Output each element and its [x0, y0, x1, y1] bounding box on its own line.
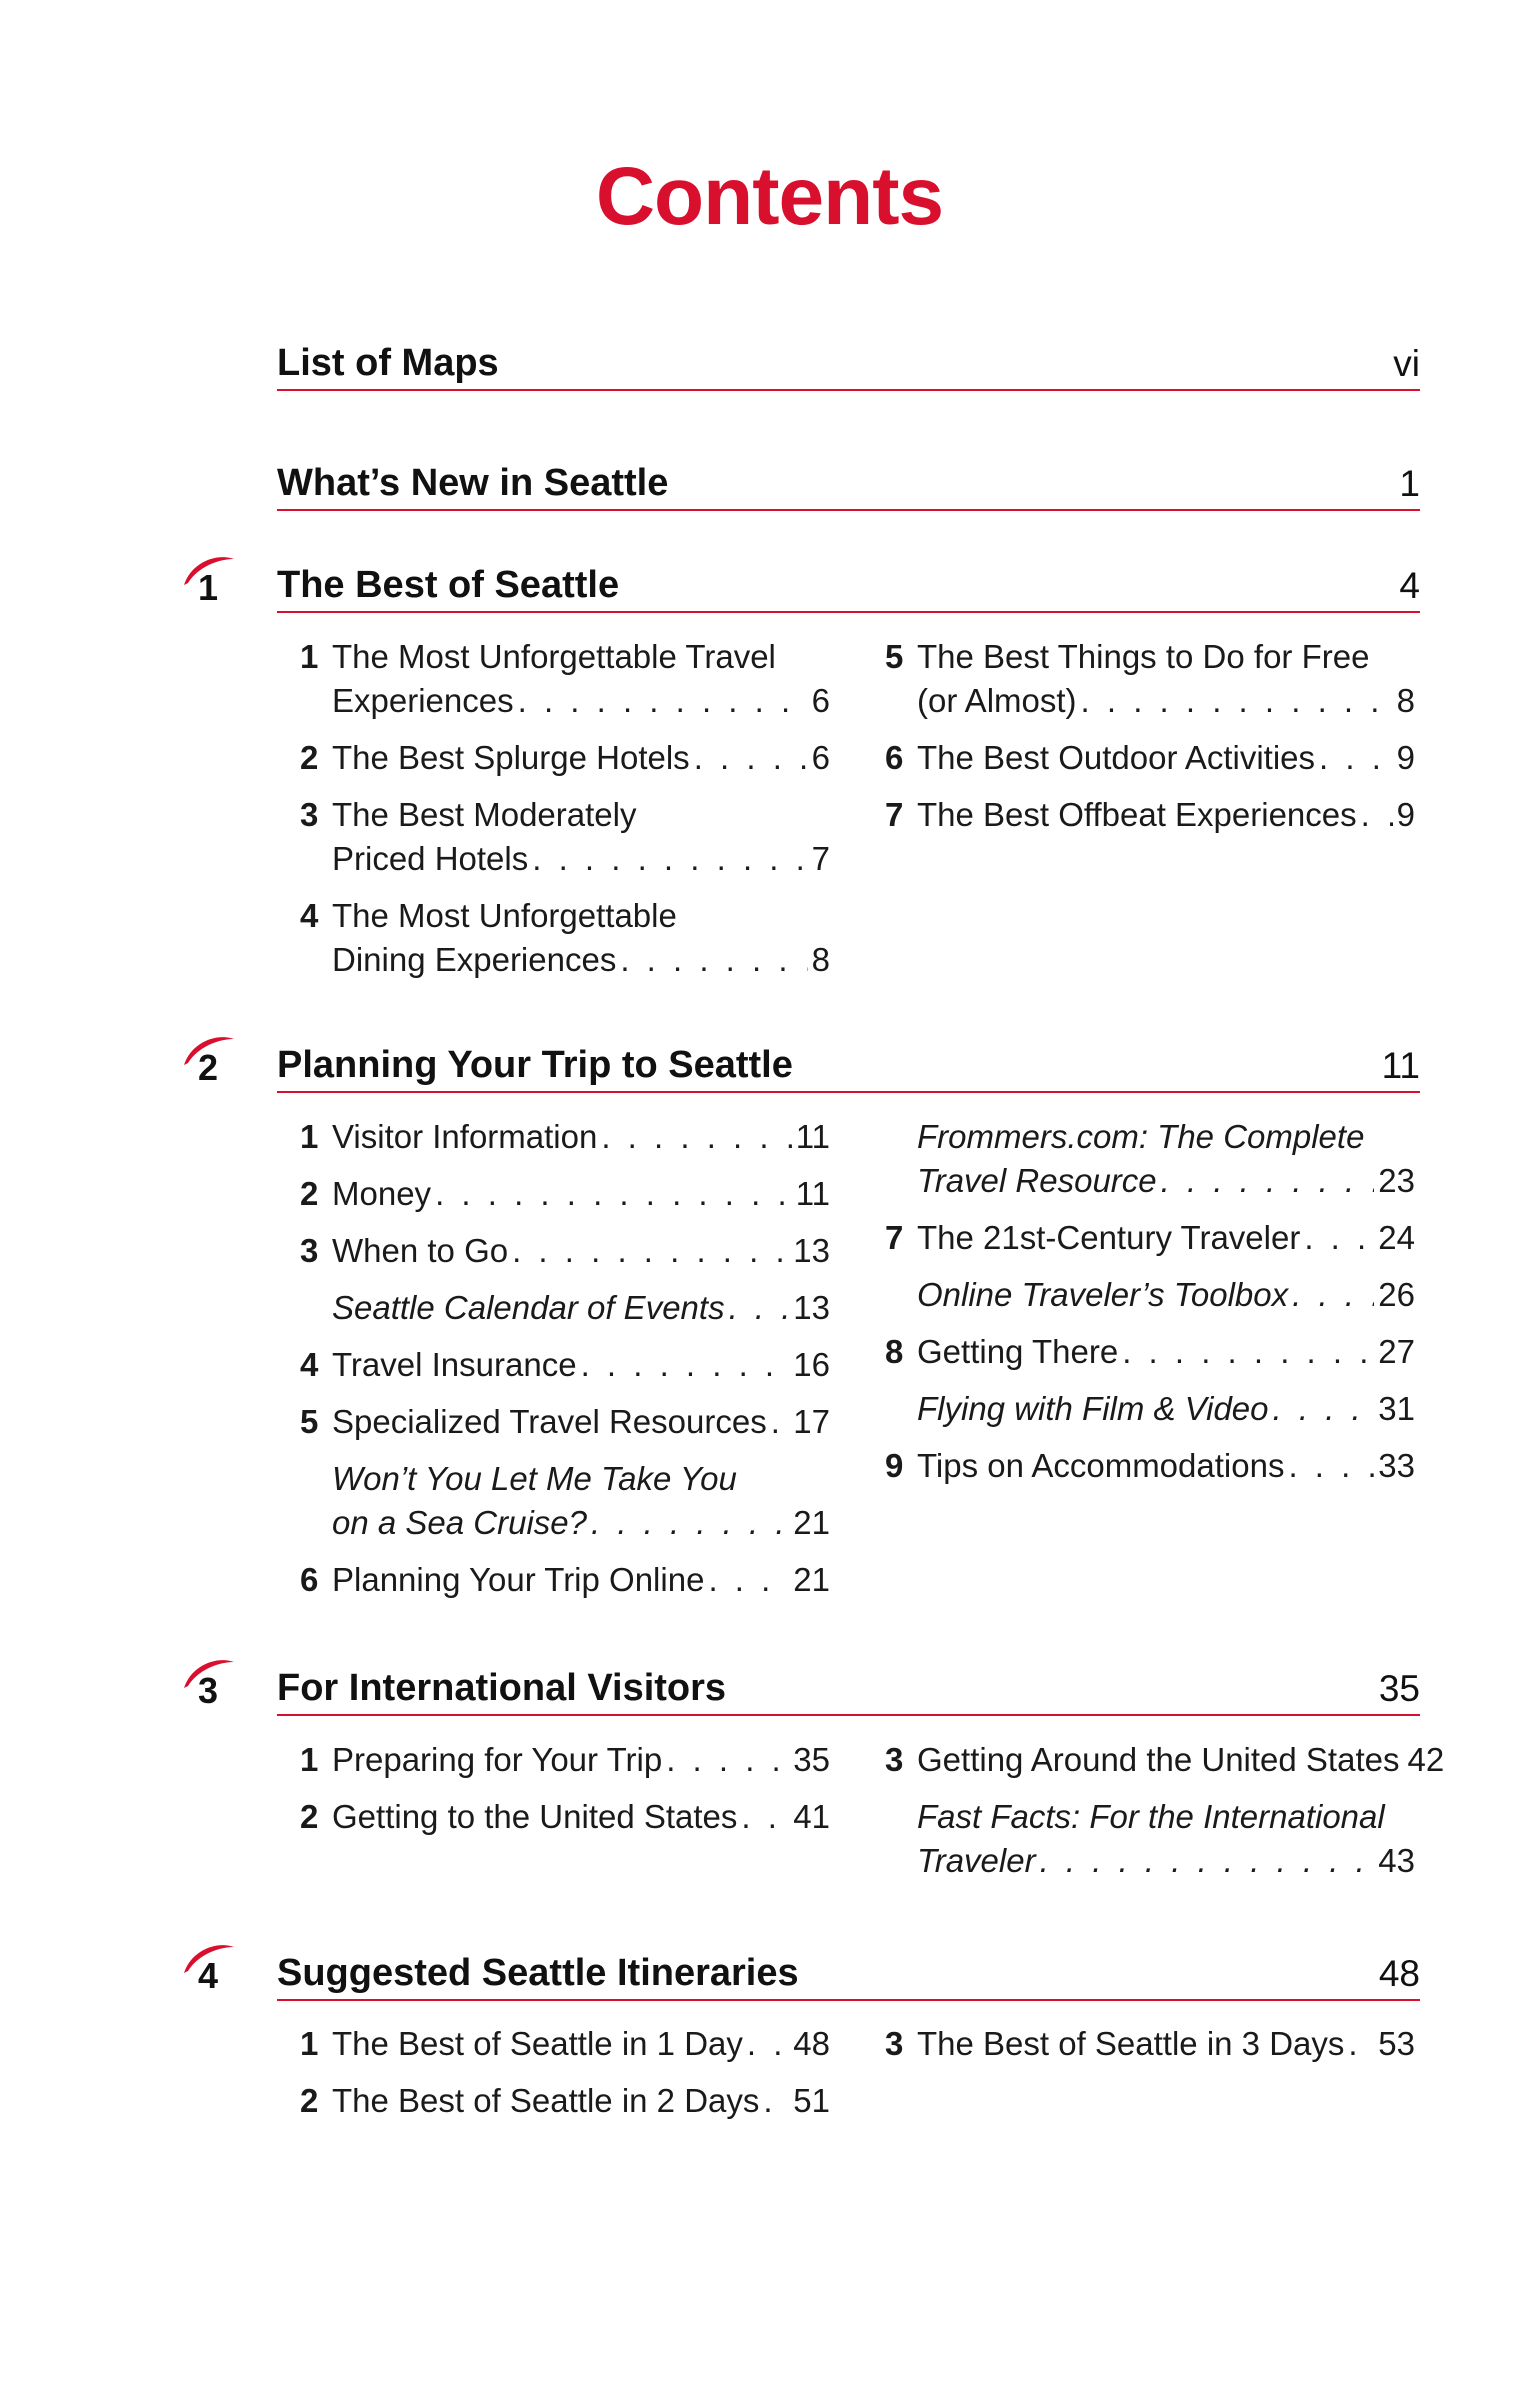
toc-entry-page: 11: [795, 1118, 830, 1155]
toc-entry[interactable]: [300, 2079, 830, 2123]
dot-leader: [1081, 679, 1393, 723]
toc-entry[interactable]: [885, 1216, 1415, 1260]
dot-leader: [620, 938, 807, 982]
toc-entry-number: 4: [300, 1346, 319, 1383]
toc-entry[interactable]: [300, 1400, 830, 1444]
toc-entry-text: Fast Facts: For the International: [917, 1798, 1385, 1835]
toc-entry-number: 1: [300, 2025, 319, 2062]
toc-entry-page: 13: [793, 1232, 830, 1269]
chapter-heading[interactable]: [277, 1035, 1420, 1093]
toc-entry-text: The Best Offbeat Experiences: [917, 796, 1357, 833]
toc-entry-text: Travel Resource: [917, 1162, 1157, 1199]
dot-leader: [532, 837, 807, 881]
toc-entry-number: 2: [300, 1798, 319, 1835]
toc-entry[interactable]: [300, 1229, 830, 1273]
toc-entry-text: Getting There: [917, 1333, 1119, 1370]
toc-entry-page: 27: [1378, 1333, 1415, 1370]
toc-sidebar-entry[interactable]: [300, 1457, 830, 1545]
toc-entry-text: When to Go: [332, 1232, 509, 1269]
dot-leader: [1348, 2022, 1374, 2066]
toc-entry[interactable]: [300, 635, 830, 723]
heading-label: List of Maps: [277, 342, 499, 384]
toc-entry-text: The Best Outdoor Activities: [917, 739, 1316, 776]
toc-entry-text: Tips on Accommodations: [917, 1447, 1285, 1484]
toc-entry-page: 7: [811, 840, 830, 877]
toc-entry-text: Online Traveler’s Toolbox: [917, 1276, 1289, 1313]
toc-entry-page: 8: [1396, 682, 1415, 719]
toc-entry-page: 11: [795, 1175, 830, 1212]
toc-entry-text: Won’t You Let Me Take You: [332, 1460, 737, 1497]
toc-column-right: [885, 1738, 1445, 1896]
toc-entry-number: 1: [300, 1741, 319, 1778]
toc-entry-text: The Best of Seattle in 1 Day: [332, 2025, 743, 2062]
toc-entry-number: 3: [885, 1741, 904, 1778]
toc-entry-number: 5: [885, 638, 904, 675]
toc-entry[interactable]: [300, 2022, 830, 2066]
dot-leader: [1040, 1839, 1375, 1883]
toc-entry-page: 8: [811, 941, 830, 978]
toc-entry-page: 41: [793, 1798, 830, 1835]
chapter-title: Suggested Seattle Itineraries: [277, 1952, 799, 1994]
toc-entry-text: The 21st-Century Traveler: [917, 1219, 1301, 1256]
dot-leader: [694, 736, 808, 780]
toc-entry-page: 43: [1378, 1842, 1415, 1879]
toc-entry-text: Priced Hotels: [332, 840, 529, 877]
page-title: Contents: [595, 151, 944, 242]
toc-entry-number: 3: [885, 2025, 904, 2062]
dot-leader: [581, 1343, 790, 1387]
toc-entry-text: Getting to the United States: [332, 1798, 738, 1835]
toc-entry[interactable]: [885, 635, 1415, 723]
toc-entry-number: 7: [885, 1219, 904, 1256]
chapter-number-badge: 4: [178, 1941, 238, 2001]
toc-entry-page: 6: [811, 739, 830, 776]
chapter-heading[interactable]: [277, 1658, 1420, 1716]
chapter-heading[interactable]: [277, 555, 1420, 613]
toc-entry-number: 2: [300, 2082, 319, 2119]
toc-entry[interactable]: [300, 1115, 830, 1159]
toc-entry-page: 26: [1378, 1276, 1415, 1313]
dot-leader: [1122, 1330, 1374, 1374]
chapter-title: The Best of Seattle: [277, 564, 620, 606]
toc-entry-number: 6: [300, 1561, 319, 1598]
toc-entry-number: 1: [300, 1118, 319, 1155]
toc-entry[interactable]: [300, 1558, 830, 1602]
toc-sidebar-entry[interactable]: [885, 1795, 1415, 1883]
toc-entry-page: 16: [793, 1346, 830, 1383]
toc-column-right: [885, 635, 1415, 850]
toc-entry-page: 51: [793, 2082, 830, 2119]
toc-entry[interactable]: [300, 793, 830, 881]
dot-leader: [771, 1400, 790, 1444]
dot-leader: [708, 1558, 789, 1602]
toc-entry-text: The Best Splurge Hotels: [332, 739, 690, 776]
toc-entry-page: 9: [1396, 796, 1415, 833]
toc-entry-number: 2: [300, 1175, 319, 1212]
toc-entry-page: 33: [1378, 1447, 1415, 1484]
heading-page: vi: [1393, 343, 1420, 384]
toc-entry[interactable]: [885, 1330, 1415, 1374]
chapter-number-badge: 2: [178, 1033, 238, 1093]
toc-column-left: [300, 2022, 830, 2136]
toc-entry-text: The Most Unforgettable Travel: [332, 638, 776, 675]
toc-entry-page: 35: [793, 1741, 830, 1778]
toc-entry-page: 13: [793, 1289, 830, 1326]
toc-entry-page: 24: [1378, 1219, 1415, 1256]
toc-entry[interactable]: [300, 894, 830, 982]
toc-entry-page: 21: [793, 1561, 830, 1598]
toc-entry-text: Planning Your Trip Online: [332, 1561, 705, 1598]
front-heading-list-of-maps[interactable]: [277, 333, 1420, 391]
toc-entry-page: 9: [1396, 739, 1415, 776]
toc-entry-text: Seattle Calendar of Events: [332, 1289, 725, 1326]
toc-entry-page: 6: [811, 682, 830, 719]
dot-leader: [763, 2079, 789, 2123]
toc-sidebar-entry[interactable]: [885, 1115, 1415, 1203]
toc-entry-text: on a Sea Cruise?: [332, 1504, 587, 1541]
chapter-page: 35: [1378, 1668, 1420, 1709]
toc-entry-number: 7: [885, 796, 904, 833]
heading-label: What’s New in Seattle: [277, 462, 669, 504]
toc-sidebar-entry[interactable]: [885, 1387, 1415, 1431]
toc-entry[interactable]: [885, 2022, 1415, 2066]
toc-entry-text: Dining Experiences: [332, 941, 617, 978]
chapter-page: 11: [1381, 1045, 1420, 1086]
toc-entry[interactable]: [885, 1738, 1445, 1782]
toc-entry[interactable]: [300, 1795, 830, 1839]
toc-entry[interactable]: [885, 793, 1415, 837]
toc-entry-text: The Best Things to Do for Free: [917, 638, 1370, 675]
front-heading-whats-new[interactable]: [277, 453, 1420, 511]
toc-entry-number: 9: [885, 1447, 904, 1484]
toc-entry-text: The Best Moderately: [332, 796, 637, 833]
chapter-number-badge: 1: [178, 553, 238, 613]
chapter-title: For International Visitors: [277, 1667, 727, 1709]
toc-entry-text: The Best of Seattle in 2 Days: [332, 2082, 760, 2119]
toc-entry-text: Visitor Information: [332, 1118, 598, 1155]
chapter-title: Planning Your Trip to Seattle: [277, 1044, 793, 1086]
toc-entry[interactable]: [300, 1738, 830, 1782]
dot-leader: [435, 1172, 792, 1216]
dot-leader: [1292, 1273, 1374, 1317]
toc-entry-number: 6: [885, 739, 904, 776]
toc-column-left: [300, 1115, 830, 1615]
toc-entry[interactable]: [885, 1444, 1415, 1488]
toc-entry-page: 31: [1378, 1390, 1415, 1427]
toc-entry-text: Frommers.com: The Complete: [917, 1118, 1365, 1155]
toc-entry-text: The Most Unforgettable: [332, 897, 677, 934]
chapter-number-badge: 3: [178, 1656, 238, 1716]
toc-entry-text: Money: [332, 1175, 432, 1212]
dot-leader: [747, 2022, 789, 2066]
toc-entry-text: Traveler: [917, 1842, 1036, 1879]
toc-entry-text: Experiences: [332, 682, 514, 719]
toc-entry[interactable]: [300, 1172, 830, 1216]
toc-entry-number: 2: [300, 739, 319, 776]
chapter-page: 4: [1399, 565, 1420, 606]
toc-entry[interactable]: [300, 1343, 830, 1387]
dot-leader: [1304, 1216, 1374, 1260]
toc-column-right: [885, 1115, 1415, 1501]
dot-leader: [591, 1501, 789, 1545]
toc-column-right: [885, 2022, 1415, 2079]
toc-entry-page: 42: [1407, 1741, 1445, 1778]
toc-sidebar-entry[interactable]: [300, 1286, 830, 1330]
toc-entry-number: 3: [300, 796, 319, 833]
toc-entry-number: 4: [300, 897, 319, 934]
toc-entry-number: 1: [300, 638, 319, 675]
toc-entry-text: The Best of Seattle in 3 Days: [917, 2025, 1345, 2062]
dot-leader: [666, 1738, 789, 1782]
toc-column-left: [300, 635, 830, 995]
toc-entry[interactable]: [885, 736, 1415, 780]
toc-entry-text: Travel Insurance: [332, 1346, 577, 1383]
chapter-heading[interactable]: [277, 1943, 1420, 2001]
dot-leader: [1288, 1444, 1374, 1488]
dot-leader: [518, 679, 808, 723]
toc-column-left: [300, 1738, 830, 1852]
toc-entry-text: Specialized Travel Resources: [332, 1403, 767, 1440]
toc-entry-page: 17: [793, 1403, 830, 1440]
dot-leader: [729, 1286, 790, 1330]
toc-entry-page: 48: [793, 2025, 830, 2062]
dot-leader: [1273, 1387, 1375, 1431]
dot-leader: [601, 1115, 791, 1159]
toc-entry-page: 23: [1378, 1162, 1415, 1199]
chapter-page: 48: [1378, 1953, 1420, 1994]
dot-leader: [1161, 1159, 1375, 1203]
dot-leader: [741, 1795, 789, 1839]
toc-entry-number: 3: [300, 1232, 319, 1269]
toc-entry-text: Getting Around the United States: [917, 1741, 1400, 1778]
dot-leader: [1319, 736, 1393, 780]
toc-entry-text: Preparing for Your Trip: [332, 1741, 663, 1778]
toc-entry-text: (or Almost): [917, 682, 1077, 719]
toc-entry-number: 8: [885, 1333, 904, 1370]
toc-entry-number: 5: [300, 1403, 319, 1440]
toc-sidebar-entry[interactable]: [885, 1273, 1415, 1317]
dot-leader: [1361, 793, 1393, 837]
dot-leader: [512, 1229, 789, 1273]
heading-page: 1: [1399, 463, 1420, 504]
toc-entry[interactable]: [300, 736, 830, 780]
toc-entry-page: 53: [1378, 2025, 1415, 2062]
toc-entry-page: 21: [793, 1504, 830, 1541]
toc-entry-text: Flying with Film & Video: [917, 1390, 1269, 1427]
